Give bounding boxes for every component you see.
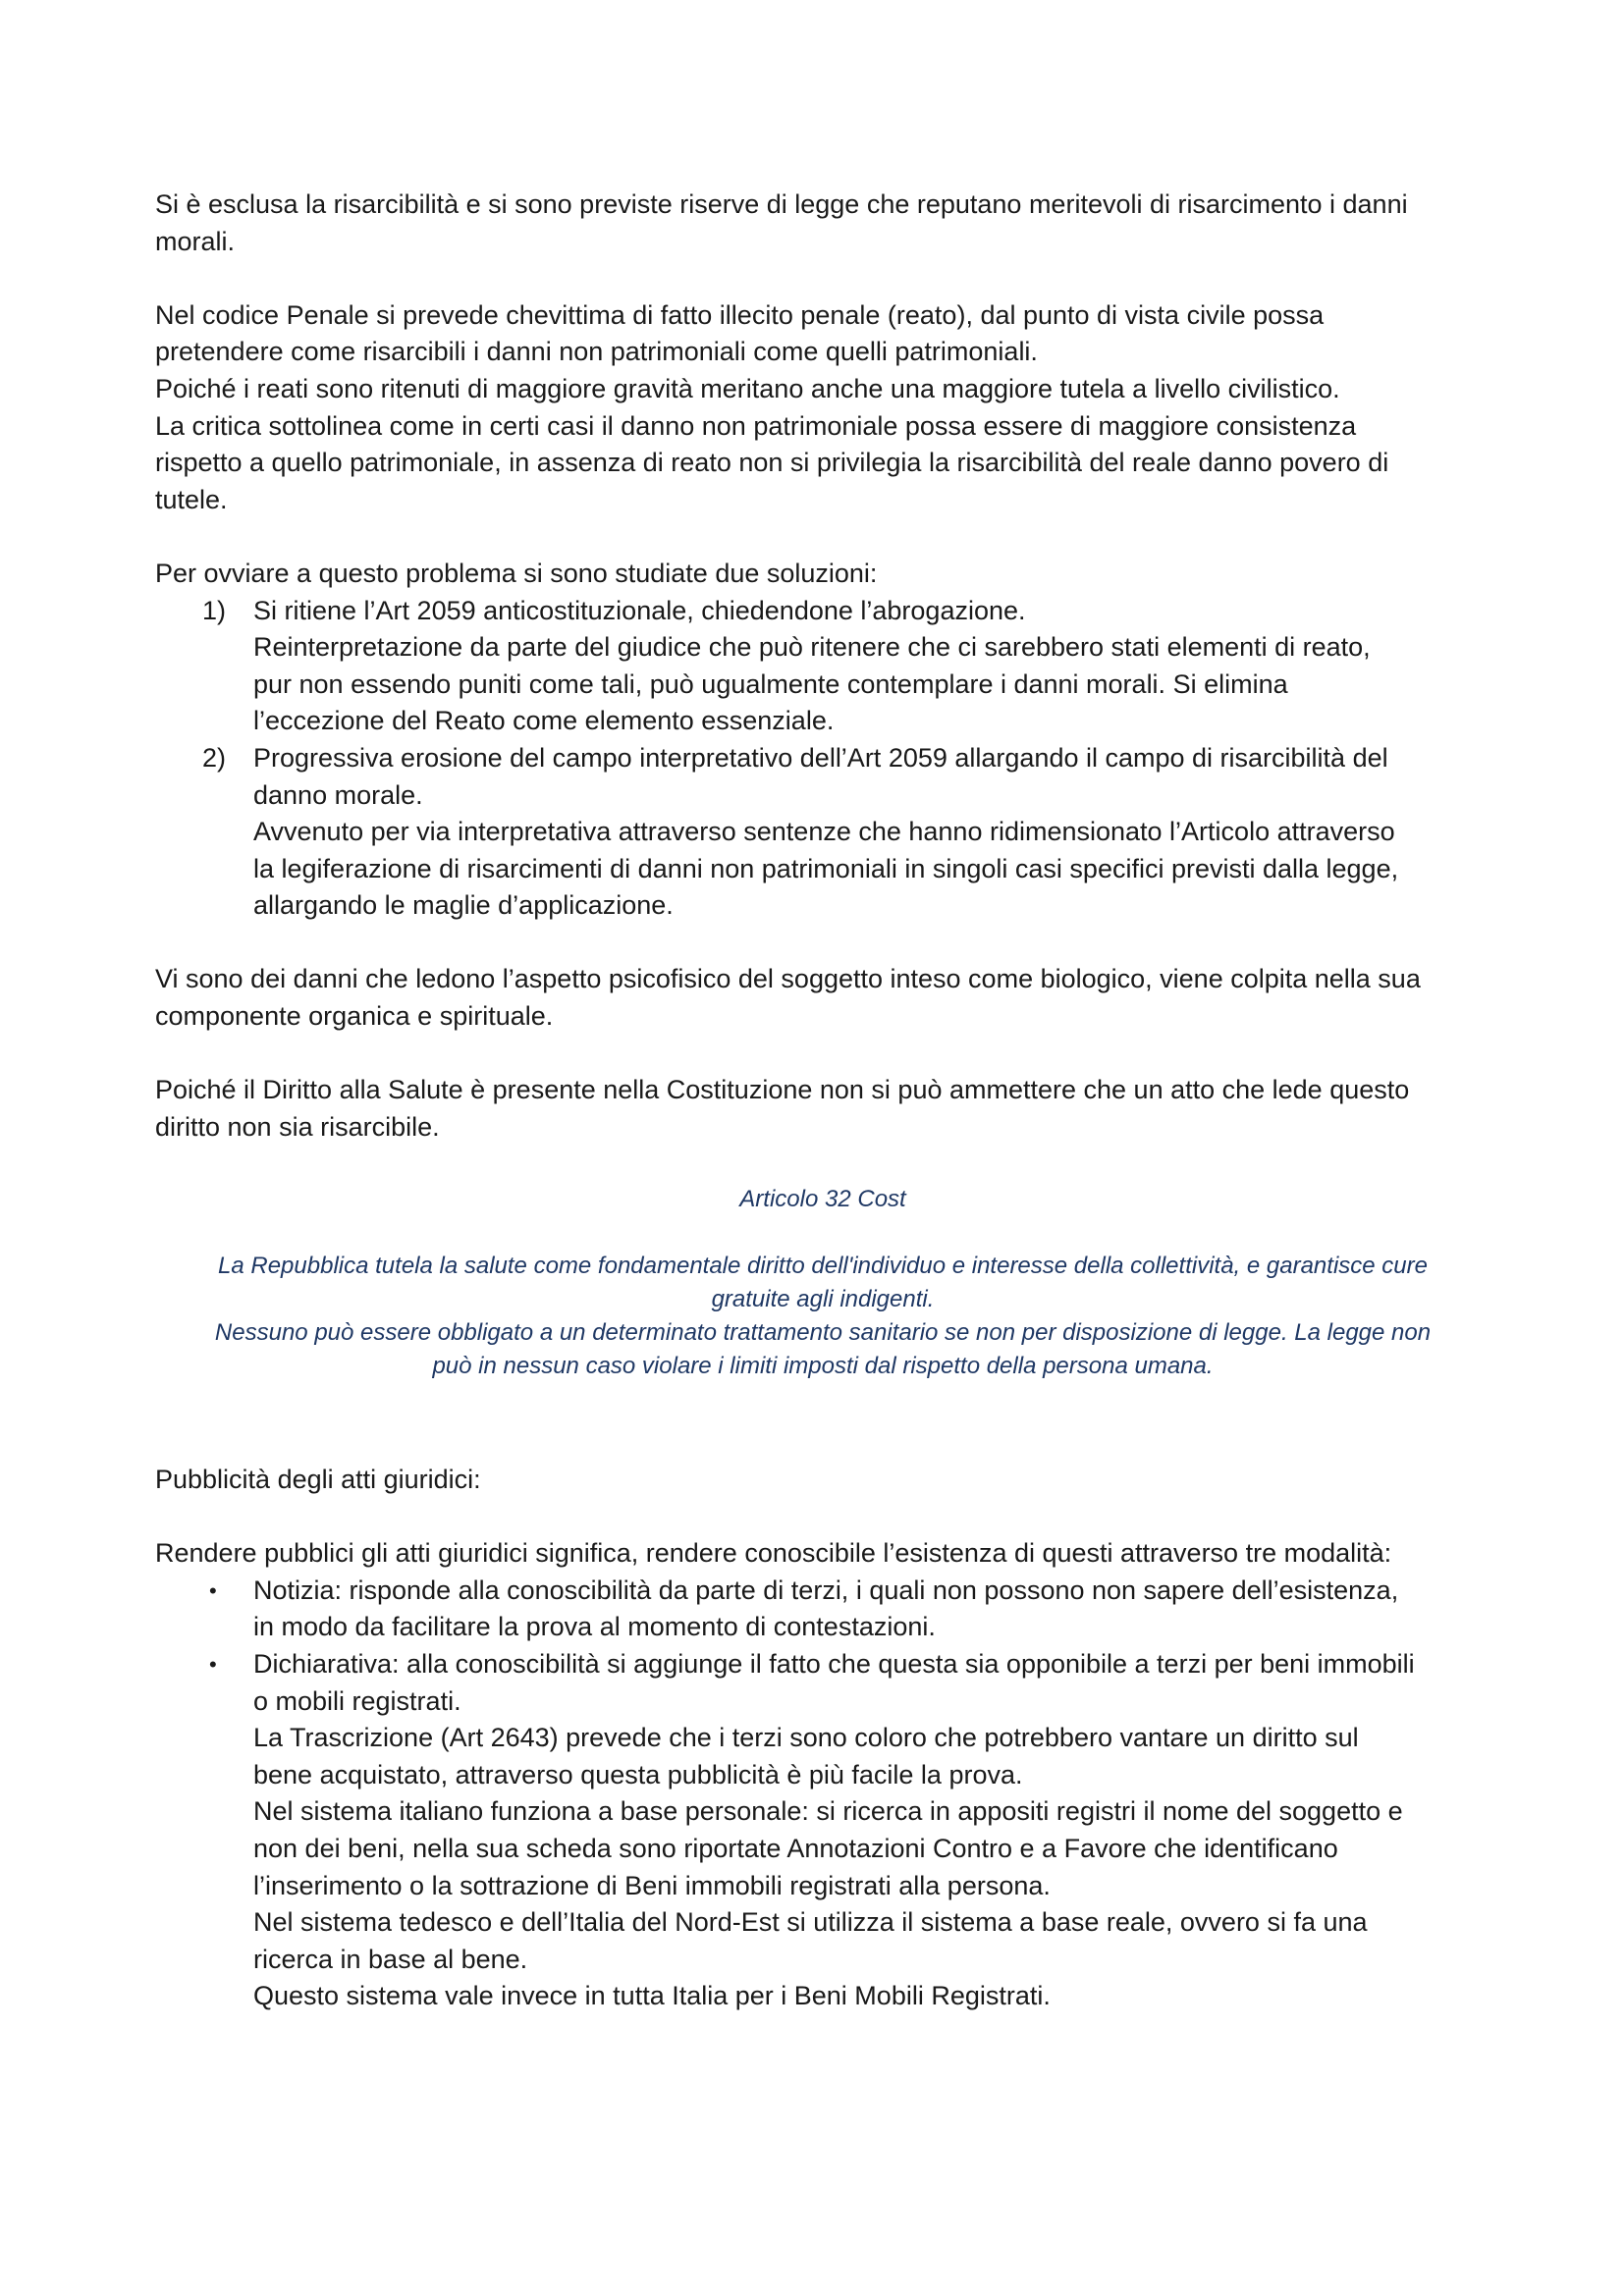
text-line: La critica sottolinea come in certi casi il danno non patrimoniale possa essere di maggiore consistenza <box>155 410 1357 441</box>
paragraph-danno-biologico <box>155 961 1490 1035</box>
text-line: o mobili registrati. <box>253 1685 461 1716</box>
paragraph-diritto-salute <box>155 1072 1490 1146</box>
quote-body <box>155 1250 1490 1383</box>
text-line: Nel sistema tedesco e dell’Italia del Nord-Est si utilizza il sistema a base reale, ovvero si fa una <box>253 1907 1368 1938</box>
text-line: Poiché il Diritto alla Salute è presente nella Costituzione non si può ammettere che un atto che lede questo <box>155 1075 1410 1105</box>
text-line: Reinterpretazione da parte del giudice che può ritenere che ci sarebbero stati elementi di reato, <box>253 632 1371 663</box>
text-line: Notizia: risponde alla conoscibilità da parte di terzi, i quali non possono non sapere dell’esistenza, <box>253 1575 1399 1605</box>
text-line: non dei beni, nella sua scheda sono riportate Annotazioni Contro e a Favore che identificano <box>253 1833 1338 1863</box>
text-line: Avvenuto per via interpretativa attraverso sentenze che hanno ridimensionato l’Articolo attraverso <box>253 817 1395 847</box>
paragraph-pubblicita <box>155 1535 1490 2015</box>
text-line: la legiferazione di risarcimenti di danni non patrimoniali in singoli casi specifici previsti dalla legge, <box>253 853 1399 883</box>
modalities-list <box>155 1573 1490 2015</box>
paragraph-codice-penale <box>155 297 1490 519</box>
text-line: La Trascrizione (Art 2643) prevede che i terzi sono coloro che potrebbero vantare un diritto sul <box>253 1723 1359 1753</box>
paragraph-risarcibilita <box>155 187 1490 260</box>
text-line: Si ritiene l’Art 2059 anticostituzionale, chiedendone l’abrogazione. <box>253 595 1026 625</box>
quote-line: può in nessun caso violare i limiti imposti dal rispetto della persona umana. <box>432 1353 1214 1380</box>
text-line: danno morale. <box>253 779 423 810</box>
text-line: allargando le maglie d’applicazione. <box>253 890 674 921</box>
text-line: ricerca in base al bene. <box>253 1944 528 1974</box>
text-line: Nel codice Penale si prevede chevittima di fatto illecito penale (reato), dal punto di vista civile possa <box>155 299 1325 330</box>
list-intro: Per ovviare a questo problema si sono studiate due soluzioni: <box>155 558 878 588</box>
text-line: Questo sistema vale invece in tutta Italia per i Beni Mobili Registrati. <box>253 1981 1051 2011</box>
constitution-quote <box>155 1183 1490 1383</box>
text-line: Progressiva erosione del campo interpretativo dell’Art 2059 allargando il campo di risarcibilità del <box>253 742 1388 773</box>
list-item <box>155 1646 1490 2015</box>
document-page <box>155 187 1490 2053</box>
list-intro: Rendere pubblici gli atti giuridici significa, rendere conoscibile l’esistenza di questi attraverso tre modalità: <box>155 1538 1392 1569</box>
text-line: rispetto a quello patrimoniale, in assenza di reato non si privilegia la risarcibilità del reale danno povero di <box>155 448 1389 478</box>
list-item <box>155 740 1490 925</box>
quote-line: gratuite agli indigenti. <box>711 1286 935 1313</box>
bullet-icon: • <box>209 1652 217 1677</box>
bullet-icon: • <box>209 1577 217 1603</box>
list-item <box>155 1573 1490 1646</box>
quote-line: La Repubblica tutela la salute come fondamentale diritto dell'individuo e interesse della collettività, e garantisce cure <box>218 1253 1428 1280</box>
text-line: Vi sono dei danni che ledono l’aspetto psicofisico del soggetto inteso come biologico, viene colpita nella sua <box>155 964 1421 994</box>
text-line: bene acquistato, attraverso questa pubblicità è più facile la prova. <box>253 1759 1023 1789</box>
text-line: Poiché i reati sono ritenuti di maggiore gravità meritano anche una maggiore tutela a livello civilistico. <box>155 373 1340 403</box>
text-line: Nel sistema italiano funziona a base personale: si ricerca in appositi registri il nome del soggetto e <box>253 1796 1403 1827</box>
paragraph-soluzioni <box>155 556 1490 925</box>
list-number: 1) <box>202 595 227 625</box>
list-number: 2) <box>202 742 227 773</box>
text-line: pretendere come risarcibili i danni non patrimoniali come quelli patrimoniali. <box>155 337 1038 367</box>
quote-line: Nessuno può essere obbligato a un determinato trattamento sanitario se non per disposizione di legge. La legge non <box>214 1319 1432 1347</box>
section-title <box>155 1462 1490 1499</box>
list-item <box>155 593 1490 740</box>
quote-title: Articolo 32 Cost <box>739 1186 906 1213</box>
text-line: in modo da facilitare la prova al momento di contestazioni. <box>253 1612 936 1642</box>
text-line: diritto non sia risarcibile. <box>155 1111 440 1142</box>
text-line: componente organica e spirituale. <box>155 1001 554 1032</box>
text-line: tutele. <box>155 484 228 514</box>
text-line: l’eccezione del Reato come elemento essenziale. <box>253 706 835 736</box>
text-line: l’inserimento o la sottrazione di Beni immobili registrati alla persona. <box>253 1870 1051 1900</box>
section-title-text: Pubblicità degli atti giuridici: <box>155 1465 481 1495</box>
solutions-list <box>155 593 1490 925</box>
text-line: pur non essendo puniti come tali, può ugualmente contemplare i danni morali. Si elimina <box>253 668 1288 699</box>
text-line: Dichiarativa: alla conoscibilità si aggiunge il fatto che questa sia opponibile a terzi per beni immobili <box>253 1649 1415 1679</box>
text-line: Si è esclusa la risarcibilità e si sono previste riserve di legge che reputano meritevoli di risarcimento i danni <box>155 189 1408 219</box>
text-line: morali. <box>155 226 236 256</box>
